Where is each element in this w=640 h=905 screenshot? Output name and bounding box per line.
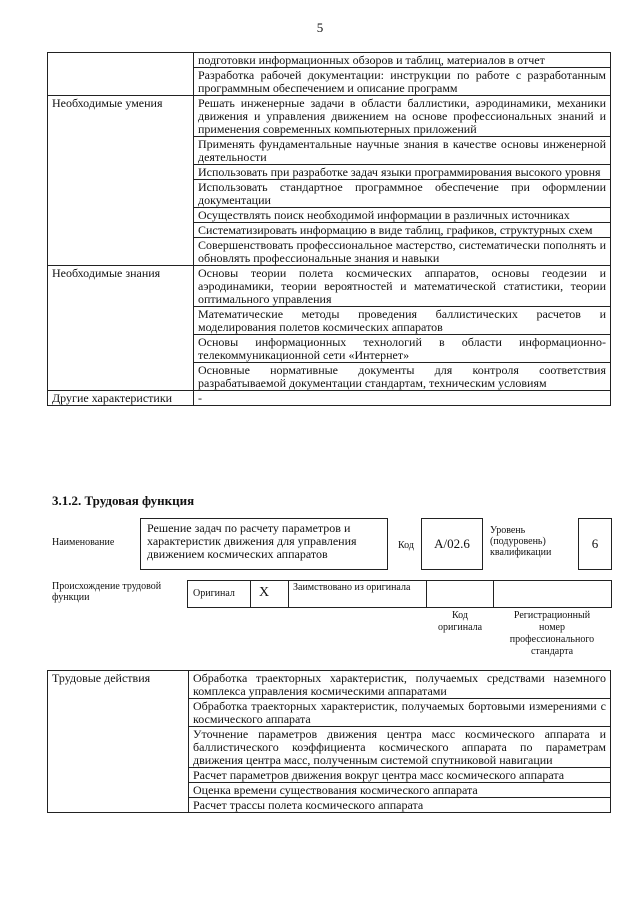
list-item: Основы теории полета космических аппаратов, основы геодезии и аэродинамики, теории вероятностей и математической статистики, теории оптимального управления <box>194 266 611 307</box>
requirements-table <box>47 52 611 406</box>
list-item: Использовать стандартное программное обеспечение при оформлении документации <box>194 180 611 208</box>
list-item: Систематизировать информацию в виде таблиц, графиков, структурных схем <box>194 223 611 238</box>
code-value: A/02.6 <box>434 536 470 551</box>
list-item: Обработка траекторных характеристик, получаемых средствами наземного комплекса управления космическими аппаратами <box>189 671 611 699</box>
list-item: Основы информационных технологий в области информационно-телекоммуникационной сети «Интернет» <box>194 335 611 363</box>
actions-table <box>47 670 611 813</box>
list-item: Применять фундаментальные научные знания в качестве основы инженерной деятельности <box>194 137 611 165</box>
row-label-actions: Трудовые действия <box>48 671 189 813</box>
row-label-knowledge: Необходимые знания <box>48 266 194 391</box>
level-value: 6 <box>591 536 599 551</box>
list-item: Основные нормативные документы для контроля соответствия разрабатываемой документации стандартам, техническим условиям <box>194 363 611 391</box>
name-label: Наименование <box>52 537 115 548</box>
list-item: Решать инженерные задачи в области баллистики, аэродинамики, механики движения и управления движением на основе профессиональных знаний и применения современных компьютерных приложений <box>194 96 611 137</box>
list-item: Уточнение параметров движения центра масс космического аппарата и баллистического коэффициента космического аппарата по параметрам движения центра масс, полученным системой спутниковой навигации <box>189 727 611 768</box>
list-item: Обработка траекторных характеристик, получаемых бортовыми измерениями с космического аппарата <box>189 699 611 727</box>
list-item: Оценка времени существования космического аппарата <box>189 783 611 798</box>
level-box <box>578 518 612 570</box>
origin-label: Происхождение трудовой функции <box>52 581 162 603</box>
list-item: подготовки информационных обзоров и таблиц, материалов в отчет <box>194 53 611 68</box>
list-item: Разработка рабочей документации: инструкции по работе с разработанным программным обеспечением и описание программ <box>194 68 611 96</box>
list-item: - <box>194 391 611 406</box>
code-label: Код <box>398 540 414 551</box>
table-row <box>48 671 611 699</box>
divider <box>288 580 289 607</box>
code-box <box>421 518 483 570</box>
list-item: Использовать при разработке задач языки программирования высокого уровня <box>194 165 611 180</box>
divider <box>493 580 494 607</box>
borrowed-label: Заимствовано из оригинала <box>293 582 411 593</box>
function-name: Решение задач по расчету параметров и характеристик движения для управления движением космических аппаратов <box>147 521 357 561</box>
table-row <box>48 391 611 406</box>
list-item: Совершенствовать профессиональное мастерство, систематически пополнять и обновлять профессиональные знания и навыки <box>194 238 611 266</box>
section-title: 3.1.2. Трудовая функция <box>52 493 195 508</box>
reg-caption: Регистрационный номер профессионального стандарта <box>509 610 595 657</box>
divider <box>426 580 427 607</box>
original-mark: X <box>259 585 270 600</box>
table-row <box>48 53 611 68</box>
row-label-skills: Необходимые умения <box>48 96 194 266</box>
level-label: Уровень (подуровень) квалификации <box>490 525 552 558</box>
row-label-other: Другие характеристики <box>48 391 194 406</box>
list-item: Расчет параметров движения вокруг центра масс космического аппарата <box>189 768 611 783</box>
list-item: Осуществлять поиск необходимой информации в различных источниках <box>194 208 611 223</box>
code-caption: Код оригинала <box>437 610 483 633</box>
divider <box>250 580 251 607</box>
original-label: Оригинал <box>193 588 235 599</box>
page-number: 5 <box>316 20 324 35</box>
list-item: Расчет трассы полета космического аппарата <box>189 798 611 813</box>
list-item: Математические методы проведения баллистических расчетов и моделирования полетов космических аппаратов <box>194 307 611 335</box>
row-label <box>48 53 194 96</box>
table-row <box>48 96 611 137</box>
function-name-box <box>140 518 388 570</box>
table-row <box>48 266 611 307</box>
